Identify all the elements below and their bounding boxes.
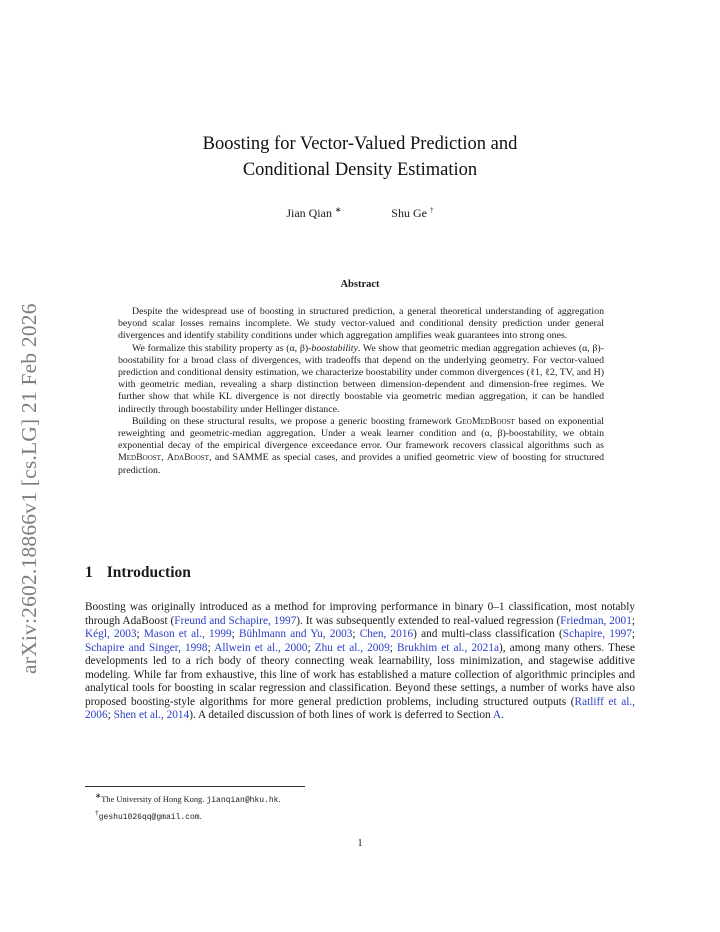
citation-link[interactable]: Mason et al., 1999 bbox=[143, 628, 232, 640]
footnotes bbox=[85, 790, 635, 824]
citation-link[interactable]: Schapire and Singer, 1998 bbox=[85, 641, 208, 654]
introduction-paragraph: Boosting was originally introduced as a method for improving performance in binary 0–1 classification, most notably through AdaBoost (Freund and Schapire, 1997). It was subsequently extended to real-valued regression (Friedman, 2001; Kégl, 2003; Mason et al., 1999; Bühlmann and Yu, 2003; Chen, 2016) and multi-class classification (Schapire, 1997; Schapire and Singer, 1998; Allwein et al., 2000; Zhu et al., 2009; Brukhim et al., 2021a), among many others. These developments led to a rich body of theory connecting weak learnability, loss minimization, and stagewise additive modeling. While far from exhaustive, this line of work has established a mature collection of algorithmic principles and analytical tools for boosting in scalar regression and classification. Beyond these settings, a number of works have also proposed boosting-style algorithms for more general prediction problems, including structured outputs (Ratliff et al., 2006; Shen et al., 2014). A detailed discussion of both lines of work is deferred to Section A. bbox=[85, 601, 636, 721]
citation-link[interactable]: Ratliff et al., 2006 bbox=[85, 695, 635, 721]
section-heading-introduction bbox=[85, 564, 191, 582]
paper-title bbox=[120, 131, 600, 183]
footnote-2: †geshu1026qq@gmail.com. bbox=[95, 807, 202, 822]
citation-link[interactable]: Friedman, 2001 bbox=[560, 614, 632, 627]
footnote-rule bbox=[85, 786, 305, 787]
citation-link[interactable]: Freund and Schapire, 1997 bbox=[174, 614, 297, 627]
page-number: 1 bbox=[357, 838, 363, 849]
abstract-body bbox=[118, 306, 604, 477]
citation-link[interactable]: Allwein et al., 2000 bbox=[214, 641, 308, 654]
section-number: 1 bbox=[85, 564, 93, 581]
email-link[interactable]: jianqian@hku.hk bbox=[206, 795, 279, 805]
footnote-1: ∗The University of Hong Kong. jianqian@hku.hk. bbox=[95, 791, 281, 805]
citation-link[interactable]: Shen et al., 2014 bbox=[113, 709, 190, 721]
author-1: Jian Qian ∗ bbox=[286, 205, 342, 220]
citation-link[interactable]: Zhu et al., 2009 bbox=[314, 641, 390, 654]
citation-link[interactable]: Brukhim et al., 2021a bbox=[396, 641, 499, 654]
citation-link[interactable]: Schapire, 1997 bbox=[562, 628, 632, 640]
abstract-paragraph-3: Building on these structural results, we propose a generic boosting framework GeoMedBoost based on exponential reweighting and geometric-median aggregation. Under a weak learner condition and (α, β)-boostability, we obtain exponential decay of the empirical divergence exceedance error. Our framework recovers classical algorithms such as MedBoost, AdaBoost, and SAMME as special cases, and provides a unified geometric view of boosting for structured prediction. bbox=[118, 415, 605, 476]
citation-link[interactable]: Chen, 2016 bbox=[359, 628, 414, 640]
citation-link[interactable]: Bühlmann and Yu, 2003 bbox=[238, 628, 353, 640]
abstract-paragraph-1: Despite the widespread use of boosting in structured prediction, a general theoretical understanding of aggregation beyond scalar losses remains incomplete. We study vector-valued and conditional density prediction under general divergences and identify stability conditions under which aggregation amplifies weak guarantees into strong ones. bbox=[118, 306, 604, 342]
abstract-heading: Abstract bbox=[340, 279, 380, 290]
arxiv-identifier: arXiv:2602.18866v1 [cs.LG] 21 Feb 2026 bbox=[17, 303, 41, 674]
citation-link[interactable]: Kégl, 2003 bbox=[85, 628, 137, 640]
section-reference-link[interactable]: A bbox=[492, 709, 502, 721]
title-line-1: Boosting for Vector-Valued Prediction and bbox=[202, 134, 518, 154]
author-2-footnote-mark[interactable]: † bbox=[429, 205, 434, 214]
title-line-2: Conditional Density Estimation bbox=[242, 160, 478, 180]
author-1-footnote-mark[interactable]: ∗ bbox=[334, 205, 342, 214]
email-link[interactable]: geshu1026qq@gmail.com bbox=[98, 812, 200, 822]
author-list bbox=[0, 205, 720, 221]
abstract-paragraph-2: We formalize this stability property as (α, β)-boostability. We show that geometric median aggregation achieves (α, β)-boostability for a broad class of divergences, with tradeoffs that depend on the underlying geometry. For vector-valued prediction and conditional density estimation, we characterize boostability under common divergences (ℓ1, ℓ2, TV, and H) with geometric median, revealing a sharp distinction between dimension-dependent and dimension-free regimes. We further show that while KL divergence is not directly boostable via geometric median aggregation, it can be handled indirectly through boostability under Hellinger distance. bbox=[118, 342, 604, 415]
author-2: Shu Ge † bbox=[391, 205, 434, 220]
section-title: Introduction bbox=[106, 564, 191, 581]
